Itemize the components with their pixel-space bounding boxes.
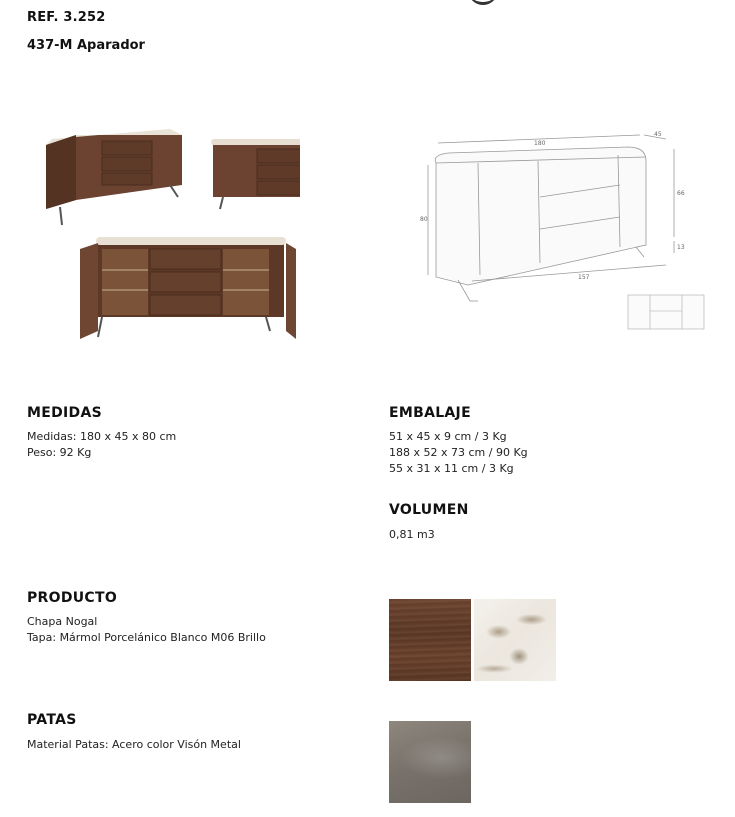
dim-height-label: 80	[420, 216, 428, 223]
dim-leg-span-label: 157	[578, 274, 590, 281]
producto-top: Tapa: Mármol Porcelánico Blanco M06 Brillo	[27, 631, 266, 644]
technical-drawing	[418, 125, 718, 340]
sideboard-angled-photo	[46, 129, 182, 225]
embalaje-package-1: 51 x 45 x 9 cm / 3 Kg	[389, 430, 507, 443]
sideboard-open-photo	[80, 237, 296, 339]
medidas-list	[27, 429, 176, 461]
producto-veneer: Chapa Nogal	[27, 615, 98, 628]
walnut-swatch	[389, 599, 471, 681]
patas-list	[27, 737, 241, 753]
drawing-thumbnail	[628, 295, 704, 329]
dim-width-label: 180	[534, 140, 546, 147]
dim-leg-height-label: 13	[677, 244, 685, 251]
embalaje-package-3: 55 x 31 x 11 cm / 3 Kg	[389, 462, 514, 475]
producto-heading: PRODUCTO	[27, 590, 118, 606]
product-reference: REF. 3.252	[27, 10, 106, 25]
marble-swatch	[474, 599, 556, 681]
volumen-value: 0,81 m3	[389, 528, 435, 541]
dim-depth-label: 45	[654, 131, 662, 138]
medidas-heading: MEDIDAS	[27, 405, 102, 421]
medidas-weight: Peso: 92 Kg	[27, 446, 92, 459]
metal-swatch	[389, 721, 471, 803]
patas-material: Material Patas: Acero color Visón Metal	[27, 738, 241, 751]
embalaje-list	[389, 429, 528, 477]
patas-heading: PATAS	[27, 712, 77, 728]
product-model-name: 437-M Aparador	[27, 38, 145, 53]
sideboard-front-photo	[211, 139, 300, 209]
embalaje-package-2: 188 x 52 x 73 cm / 90 Kg	[389, 446, 528, 459]
dim-body-height-label: 66	[677, 190, 685, 197]
medidas-dimensions: Medidas: 180 x 45 x 80 cm	[27, 430, 177, 443]
embalaje-heading: EMBALAJE	[389, 405, 471, 421]
product-photos	[40, 125, 300, 345]
decorative-arc	[468, 0, 498, 5]
producto-list	[27, 614, 266, 646]
volumen-heading: VOLUMEN	[389, 502, 469, 518]
